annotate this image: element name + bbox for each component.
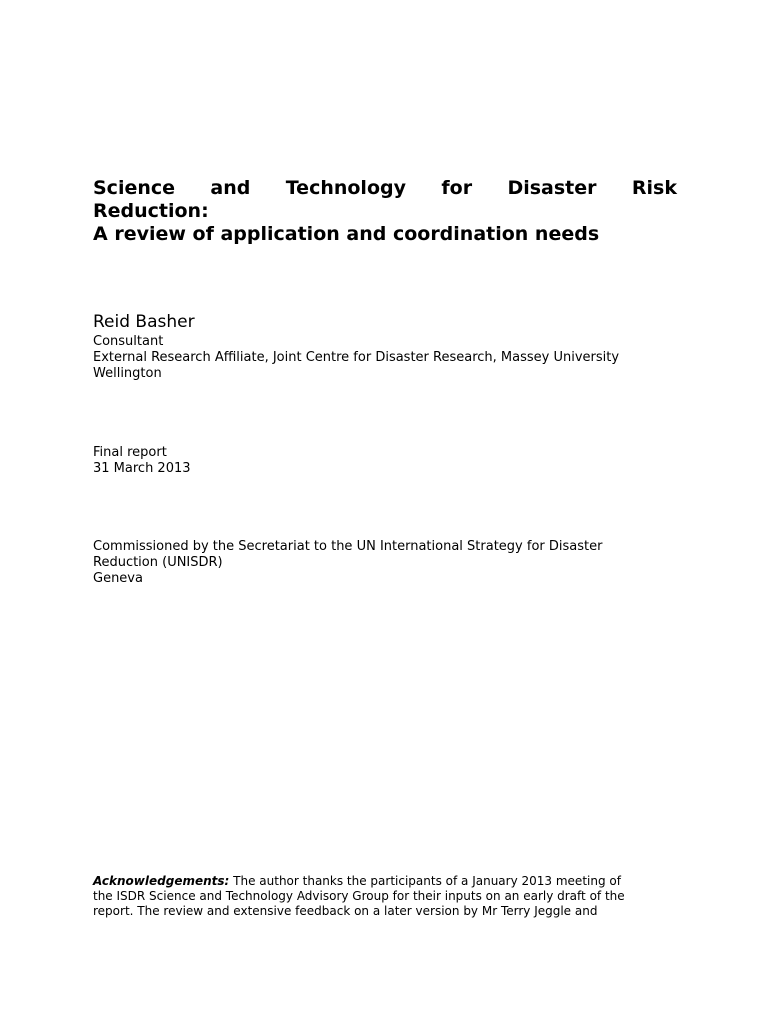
report-date: 31 March 2013 [93,461,191,476]
title-line-2: Reduction: [93,200,209,222]
report-info [93,445,693,477]
ack-label: Acknowledgements: [93,874,230,888]
acknowledgements [93,874,683,919]
author-name: Reid Basher [93,312,195,332]
report-type: Final report [93,445,167,460]
author-city: Wellington [93,366,162,381]
ack-line-1 [93,874,683,889]
commission-info [93,539,693,587]
title-line-3: A review of application and coordination needs [93,223,600,245]
author-affiliation: External Research Affiliate, Joint Centre for Disaster Research, Massey University [93,350,620,365]
ack-line-1-text: The author thanks the participants of a January 2013 meeting of [229,874,621,888]
commission-line-1: Commissioned by the Secretariat to the UN International Strategy for Disaster [93,539,603,554]
author-role: Consultant [93,334,164,349]
document-title [93,177,677,246]
title-line-1: Science and Technology for Disaster Risk [93,177,677,199]
author-block [93,311,693,382]
ack-line-3: report. The review and extensive feedback on a later version by Mr Terry Jeggle and [93,904,598,918]
commission-line-2: Reduction (UNISDR) [93,555,223,570]
commission-line-3: Geneva [93,571,143,586]
ack-line-2: the ISDR Science and Technology Advisory Group for their inputs on an early draft of the [93,889,625,903]
